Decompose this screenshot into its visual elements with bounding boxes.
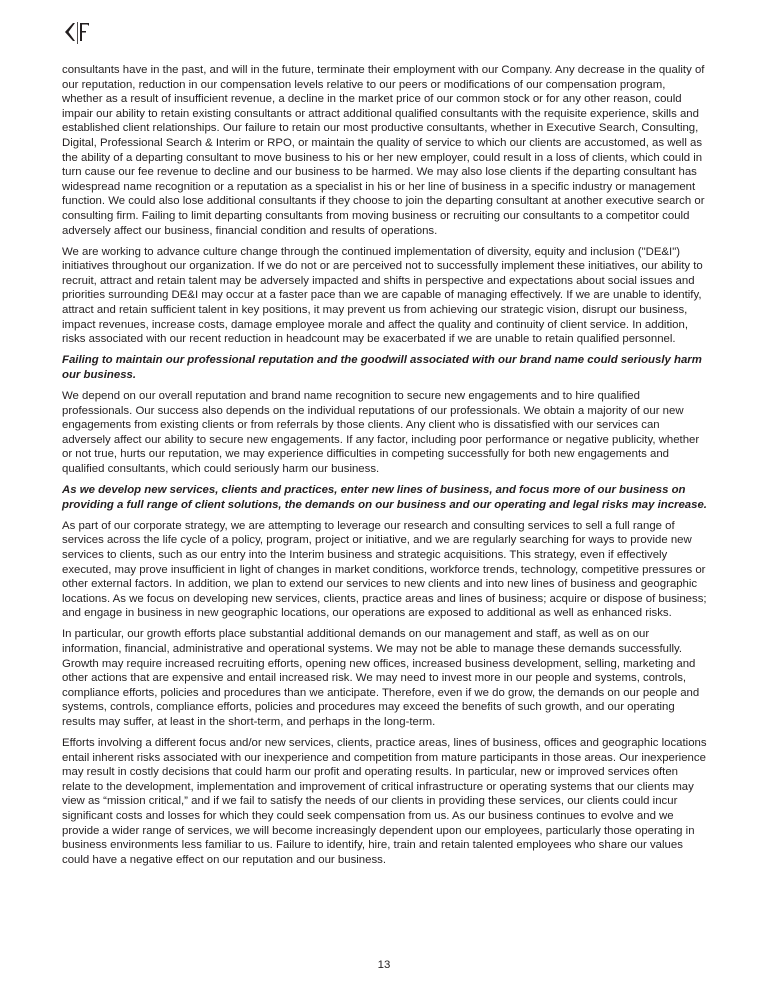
section-heading: As we develop new services, clients and practices, enter new lines of business, and focus more of our business on providing a full range of client solutions, the demands on our business and our operating and legal risks may increase. (62, 484, 707, 511)
section-heading: Failing to maintain our professional reputation and the goodwill associated with our brand name could seriously harm our business. (62, 354, 702, 381)
paragraph: We depend on our overall reputation and brand name recognition to secure new engagements and to hire qualified professionals. Our success also depends on the individual reputations of our professionals. We obtain a majority of our new engagements from existing clients or from referrals by those clients. Any client who is dissatisfied with our services can adversely affect our ability to secure new engagements. If any factor, including poor performance or negative publicity, whether or not true, hurts our reputation, we may experience difficulties in competing successfully for both new engagements and qualified consultants, which could seriously harm our business. (62, 389, 700, 475)
paragraph: Efforts involving a different focus and/or new services, clients, practice areas, lines of business, offices and geographic locations entail inherent risks associated with our inexperience and competition from mature participants in those areas. Our inexperience may result in costly decisions that could harm our profit and operating results. In particular, new or improved services often relate to the development, implementation and improvement of critical infrastructure or operating systems that our clients may view as “mission critical,” and if we fail to satisfy the needs of our clients in providing these services, our clients could incur significant costs and losses for which they could seek compensation from us. As our business continues to evolve and we provide a wider range of services, we will become increasingly dependent upon our employees, particularly those operating in business environments less familiar to us. Failure to identify, hire, train and retain talented employees who share our values could have a negative effect on our reputation and our business. (62, 737, 707, 866)
page-number: 13 (377, 959, 391, 971)
paragraph: consultants have in the past, and will in the future, terminate their employment with our Company. Any decrease in the quality of our reputation, reduction in our compensation levels relative to our peers or modifications of our compensation program, whether as a result of insufficient revenue, a decline in the market price of our common stock or for any other reason, could impair our ability to retain existing consultants or attract additional qualified consultants with the requisite experience, skills and established client relationships. Our failure to retain our most productive consultants, whether in Executive Search, Consulting, Digital, Professional Search & Interim or RPO, or maintain the quality of service to which our clients are accustomed, as well as the ability of a departing consultant to move business to his or her new employer, could result in a loss of clients, which could in turn cause our fee revenue to decline and our business to be harmed. We may also lose clients if the departing consultant has widespread name recognition or a reputation as a specialist in his or her line of business in a specific industry or management function. We could also lose additional consultants if they choose to join the departing consultant at another executive search or consulting firm. Failing to limit departing consultants from moving business or recruiting our consultants to a competitor could adversely affect our business, financial condition and results of operations. (62, 64, 705, 237)
company-logo (62, 20, 92, 44)
paragraph: As part of our corporate strategy, we are attempting to leverage our research and consulting services to sell a full range of services across the life cycle of a policy, program, project or initiative, and we are regularly searching for ways to provide new services to clients, such as our entry into the Interim business and strategic acquisitions. This strategy, even if effectively executed, may prove insufficient in light of changes in market conditions, workforce trends, technology, competitive pressures or other external factors. In addition, we plan to extend our services to new clients and into new lines of business and geographic locations. As we focus on developing new services, clients, practice areas and lines of business; acquire or dispose of business; and engage in business in new geographic locations, our operations are exposed to additional as well as enhanced risks. (62, 519, 707, 620)
document-body (62, 63, 708, 874)
paragraph: We are working to advance culture change through the continued implementation of diversity, equity and inclusion ("DE&I") initiatives throughout our organization. If we do not or are perceived not to successfully implement these initiatives, our ability to recruit, attract and retain talent may be adversely impacted and shifts in perspective and expectations about social issues and priorities surrounding DE&I may occur at a faster pace than we are capable of managing effectively. If we are unable to identify, attract and retain sufficient talent in key positions, it may prevent us from achieving our strategic vision, disrupt our business, impact revenues, increase costs, damage employee morale and affect the quality and continuity of client service. In addition, risks associated with our recent reduction in headcount may be exacerbated if we are unable to retain qualified personnel. (62, 245, 703, 346)
paragraph: In particular, our growth efforts place substantial additional demands on our management and staff, as well as on our information, financial, administrative and operational systems. We may not be able to manage these demands successfully. Growth may require increased recruiting efforts, opening new offices, increased business development, selling, marketing and other actions that are expensive and entail increased risk. We may need to invest more in our people and systems, controls, compliance efforts, policies and procedures than we anticipate. Therefore, even if we do grow, the demands on our people and systems, controls, compliance efforts, policies and procedures may exceed the benefits of such growth, and our operating results may suffer, at least in the short-term, and perhaps in the long-term. (62, 628, 700, 728)
kf-logo-icon (62, 20, 92, 44)
